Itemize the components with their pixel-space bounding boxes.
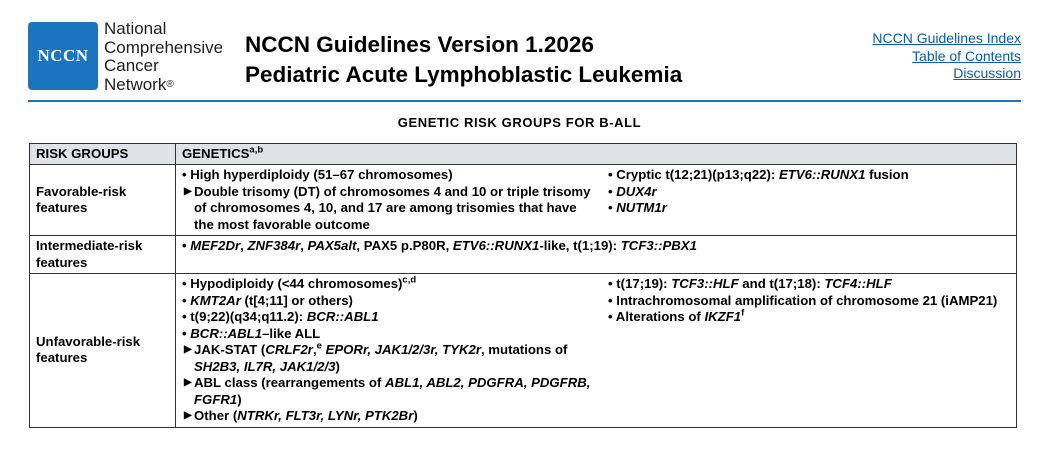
risk-label-unfavorable: Unfavorable-risk features (30, 274, 176, 428)
table-header-row (30, 144, 1017, 165)
list-item: • BCR::ABL1–like ALL (182, 325, 321, 341)
col-header-genetics: GENETICS$^{a,b}$ (176, 144, 1017, 165)
org-line: Comprehensive (104, 37, 224, 57)
genetics-right-column (608, 276, 1010, 425)
genetics-cell-favorable (176, 165, 1017, 236)
list-item: • Hypodiploidy (<44 chromosomes)$^{c,d}$ (182, 274, 417, 291)
list-item: • DUX4r (608, 183, 657, 199)
list-item: • Intrachromosomal amplification of chromosome 21 (iAMP21) (608, 292, 998, 308)
sub-list-item: ▶ Double trisomy (DT) of chromosomes 4 and 10 or triple trisomy of chromosomes 4, 10, and 17 are among trisomies that have the most favorable outcome (184, 183, 591, 232)
header-divider (28, 100, 1021, 102)
list-item: • Alterations of IKZF1$^f$ (608, 307, 745, 324)
genetics-cell-intermediate (176, 236, 1017, 274)
org-line: Cancer (104, 56, 159, 75)
section-title: GENETIC RISK GROUPS FOR B-ALL (397, 115, 642, 130)
guidelines-index-link[interactable]: NCCN Guidelines Index (872, 30, 1021, 46)
list-item: • High hyperdiploidy (51–67 chromosomes) (182, 167, 453, 182)
logo-text: NCCN (37, 46, 89, 65)
org-line: National (104, 19, 167, 38)
genetics-left-column (182, 276, 608, 425)
guideline-disease: Pediatric Acute Lymphoblastic Leukemia (245, 62, 683, 87)
list-item: • t(9;22)(q34;q11.2): BCR::ABL1 (182, 309, 379, 324)
guideline-version: NCCN Guidelines Version 1.2026 (245, 32, 594, 57)
genetics-right-column (608, 167, 1010, 233)
sub-list-item: ▶ JAK-STAT (CRLF2r,$^e$ EPORr, JAK1/2/3r, TYK2r, mutations of SH2B3, IL7R, JAK1/2/3) (184, 340, 568, 374)
list-item: • NUTM1r (608, 200, 667, 215)
list-item: • MEF2Dr, ZNF384r, PAX5alt, PAX5 p.P80R, ETV6::RUNX1-like, t(1;19): TCF3::PBX1 (182, 238, 697, 253)
list-item: • t(17;19): TCF3::HLF and t(17;18): TCF4::HLF (608, 276, 892, 291)
table-of-contents-link[interactable]: Table of Contents (912, 47, 1021, 64)
list-item: • KMT2Ar (t[4;11] or others) (182, 292, 353, 308)
org-line-last: Network® (104, 74, 174, 94)
col-header-risk-groups: RISK GROUPS (30, 144, 176, 165)
table-row-intermediate (30, 236, 1017, 274)
nccn-logo (28, 22, 98, 90)
list-item: • Cryptic t(12;21)(p13;q22): ETV6::RUNX1 fusion (608, 167, 909, 182)
discussion-link[interactable]: Discussion (953, 65, 1021, 81)
organization-name (104, 20, 223, 94)
risk-label-favorable: Favorable-risk features (30, 165, 176, 236)
sub-list-item: ▶ Other (NTRKr, FLT3r, LYNr, PTK2Br) (184, 408, 418, 423)
genetics-left-column (182, 167, 608, 233)
table-row-unfavorable (30, 274, 1017, 428)
risk-groups-table (29, 143, 1017, 428)
nav-links (872, 30, 1021, 83)
risk-label-intermediate: Intermediate-risk features (30, 236, 176, 274)
table-row-favorable (30, 165, 1017, 236)
guideline-title (245, 30, 682, 90)
genetics-cell-unfavorable (176, 274, 1017, 428)
sub-list-item: ▶ ABL class (rearrangements of ABL1, ABL2, PDGFRA, PDGFRB, FGFR1) (184, 375, 591, 407)
